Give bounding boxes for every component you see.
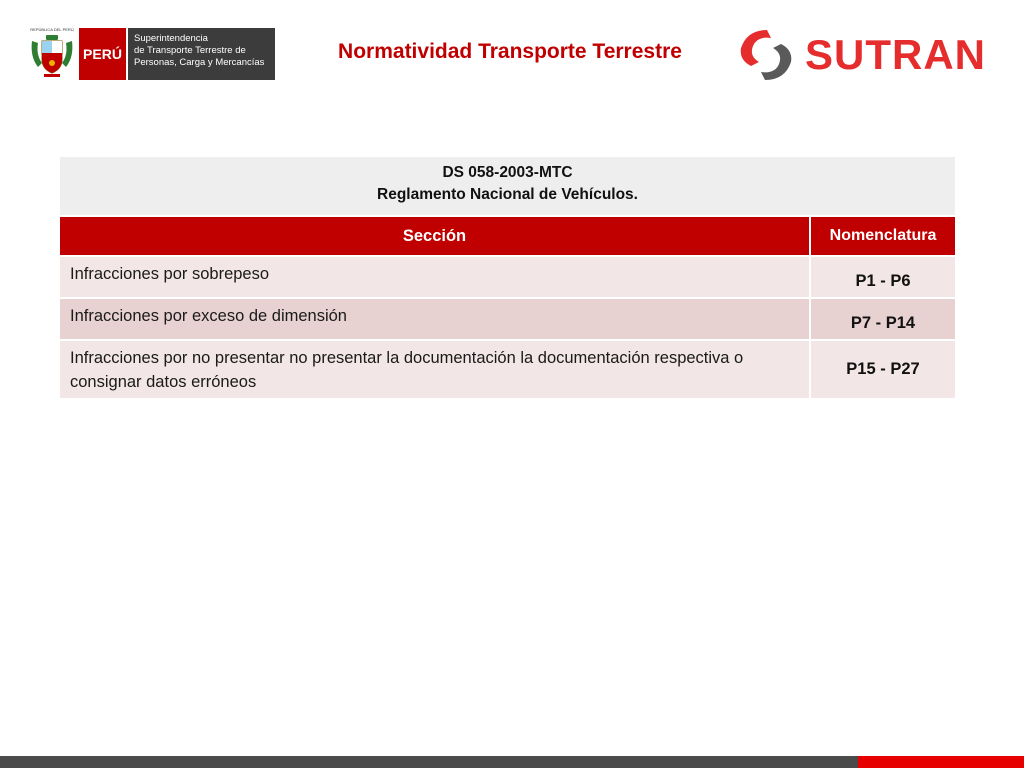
footer-bar xyxy=(0,756,858,768)
agency-line: Superintendencia xyxy=(134,33,208,44)
sutran-emblem-icon xyxy=(737,26,795,84)
footer-accent xyxy=(858,756,1024,768)
coat-of-arms-caption: REPÚBLICA DEL PERÚ xyxy=(30,27,74,32)
seccion-cell: Infracciones por no presentar no presentar la documentación la documentación respectiva o consignar datos erróneos xyxy=(60,341,809,398)
column-header-nomenclatura: Nomenclatura xyxy=(811,217,955,255)
table-caption-title: Reglamento Nacional de Vehículos. xyxy=(377,186,638,203)
agency-line: de Transporte Terrestre de xyxy=(134,45,246,56)
sutran-wordmark: SUTRAN xyxy=(805,31,986,78)
nomenclatura-cell: P1 - P6 xyxy=(811,257,955,297)
column-header-seccion: Sección xyxy=(60,217,809,255)
table-caption-code: DS 058-2003-MTC xyxy=(442,164,573,181)
table-row xyxy=(60,297,955,339)
table-caption xyxy=(60,157,955,215)
nomenclatura-cell: P15 - P27 xyxy=(811,341,955,398)
table-row xyxy=(60,339,955,398)
sutran-logo xyxy=(737,26,993,84)
government-logo xyxy=(28,27,277,81)
table-row xyxy=(60,255,955,297)
table-header-row xyxy=(60,215,955,255)
seccion-cell: Infracciones por exceso de dimensión xyxy=(60,299,809,339)
page-title: Normatividad Transporte Terrestre xyxy=(338,40,682,63)
agency-line: Personas, Carga y Mercancías xyxy=(134,57,265,68)
peru-label: PERÚ xyxy=(79,28,126,80)
regulation-table xyxy=(60,157,955,398)
nomenclatura-cell: P7 - P14 xyxy=(811,299,955,339)
agency-name xyxy=(128,28,275,80)
seccion-cell: Infracciones por sobrepeso xyxy=(60,257,809,297)
coat-of-arms-icon xyxy=(28,27,76,81)
